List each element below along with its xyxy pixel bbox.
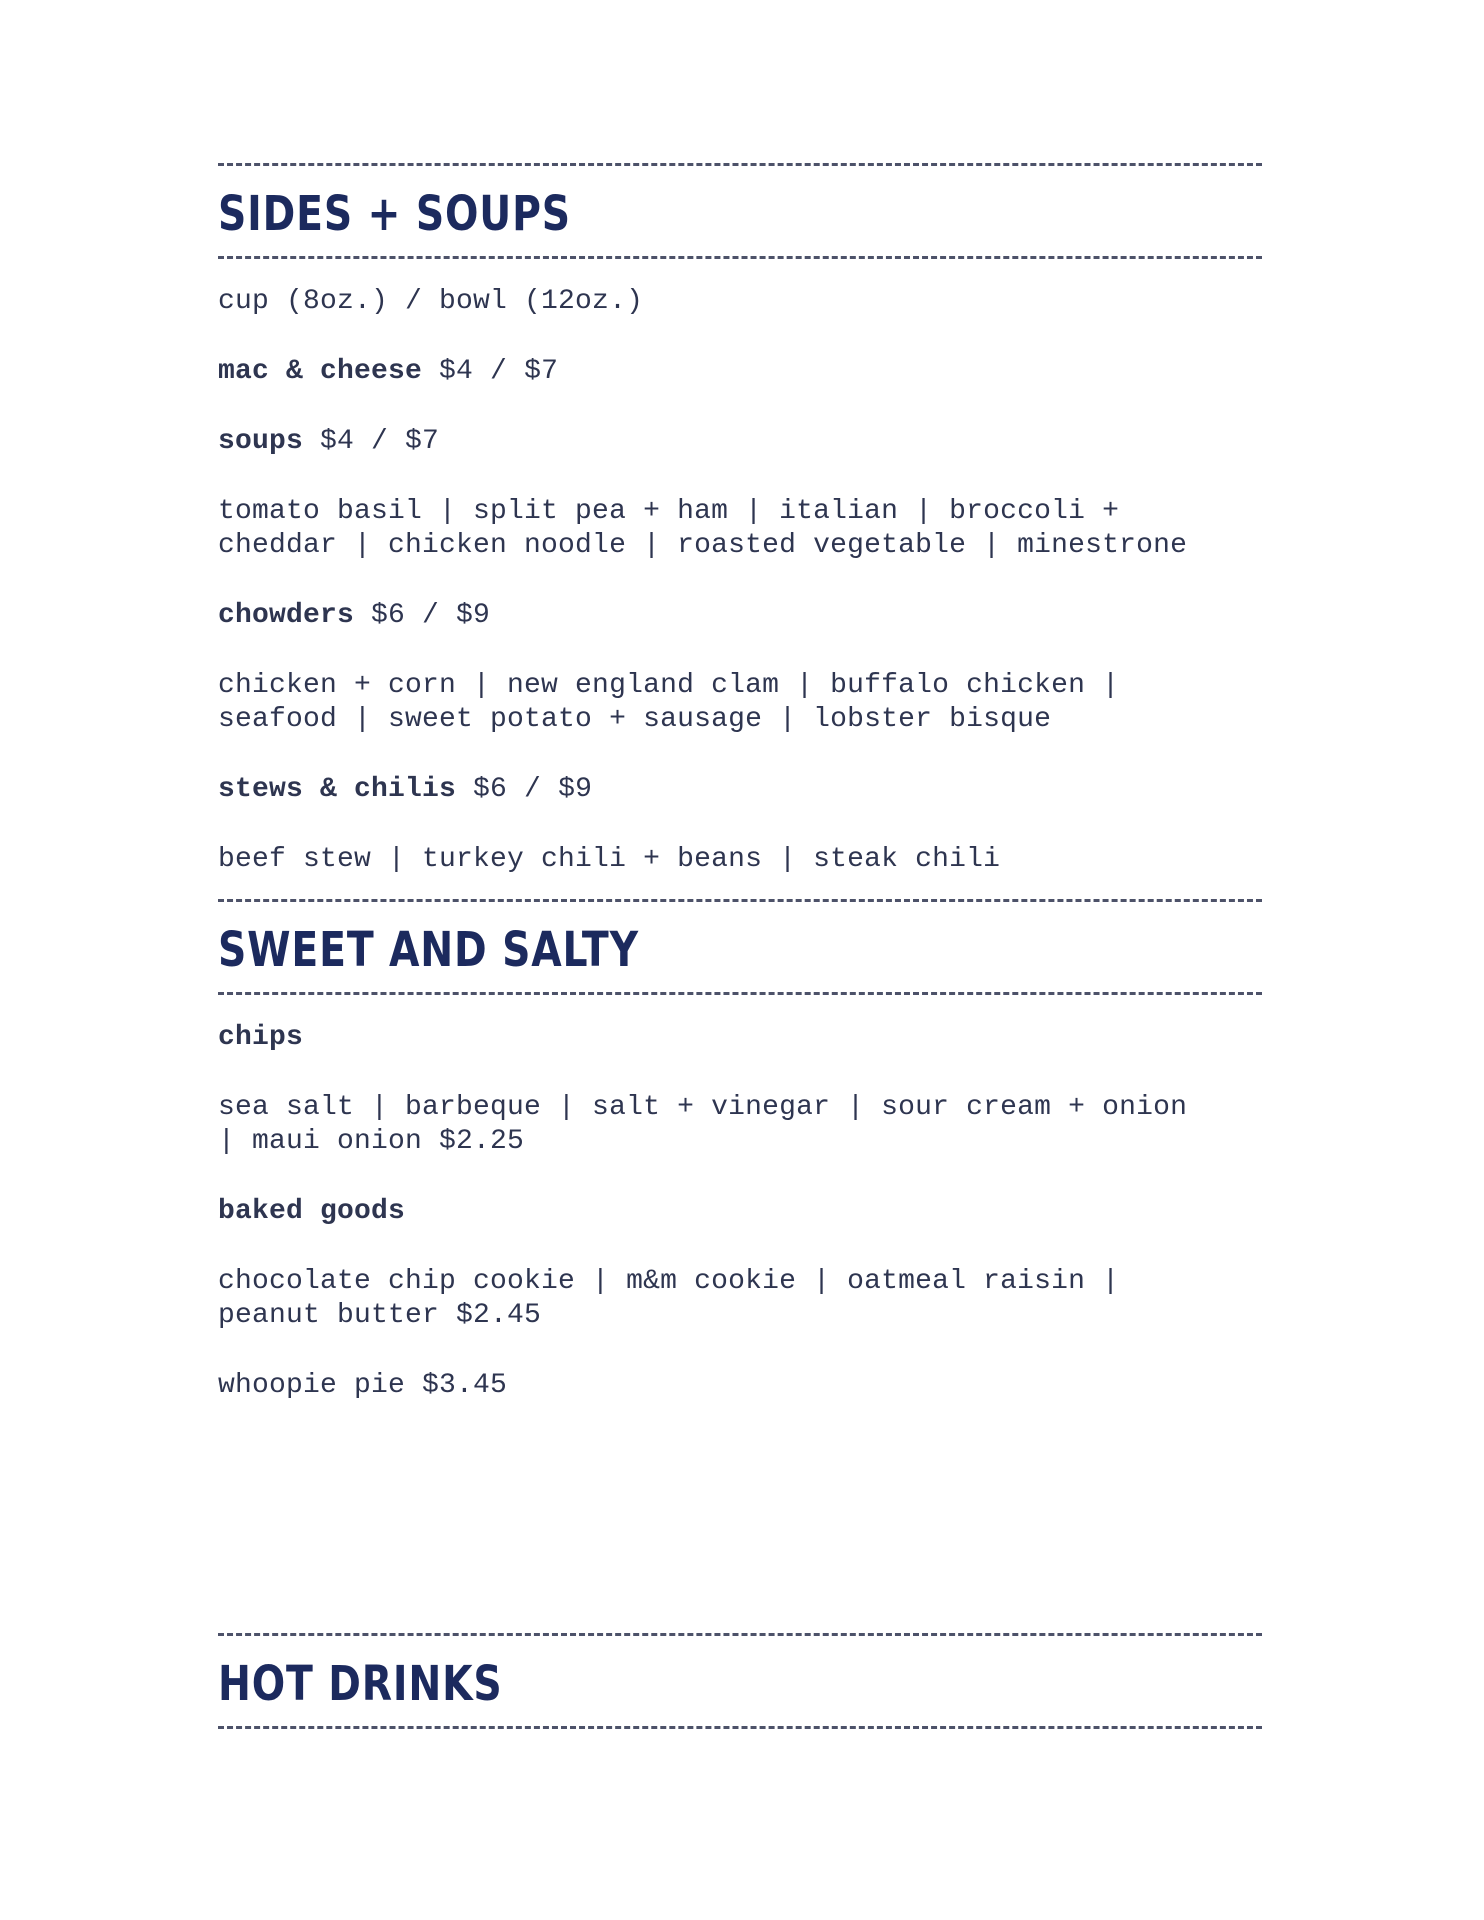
dashed-divider xyxy=(218,899,1262,902)
menu-item-chips: chips xyxy=(218,1022,304,1053)
soup-options xyxy=(218,495,1262,563)
dashed-divider xyxy=(218,163,1262,166)
chowder-options xyxy=(218,669,1262,737)
description-line: chocolate chip cookie | m&m cookie | oatmeal raisin | xyxy=(218,1266,1120,1297)
description-line: seafood | sweet potato + sausage | lobster bisque xyxy=(218,704,1052,735)
section-title-hot-drinks: HOT DRINKS xyxy=(218,1656,503,1712)
description-line: tomato basil | split pea + ham | italian | broccoli + xyxy=(218,496,1120,527)
description-line: | maui onion $2.25 xyxy=(218,1126,525,1157)
section-title-sweet-salty: SWEET AND SALTY xyxy=(218,922,639,978)
dashed-divider xyxy=(218,1633,1262,1636)
menu-item-soups xyxy=(218,425,1262,459)
item-price: $6 / $9 xyxy=(354,600,491,631)
menu-page xyxy=(218,163,1262,1729)
menu-item-whoopie-pie: whoopie pie $3.45 xyxy=(218,1370,508,1401)
item-name: chowders xyxy=(218,600,355,631)
stew-chili-options: beef stew | turkey chili + beans | steak chili xyxy=(218,844,1001,875)
item-name: soups xyxy=(218,426,304,457)
section-title-sides-soups: SIDES + SOUPS xyxy=(218,186,571,242)
section-body-sides-soups xyxy=(218,259,1262,899)
size-note: cup (8oz.) / bowl (12oz.) xyxy=(218,286,644,317)
item-name: mac & cheese xyxy=(218,356,423,387)
dashed-divider xyxy=(218,1726,1262,1729)
dashed-divider xyxy=(218,992,1262,995)
menu-item-stews-chilis xyxy=(218,773,1262,807)
item-price: $4 / $7 xyxy=(303,426,440,457)
section-body-sweet-salty xyxy=(218,995,1262,1403)
baked-goods-options xyxy=(218,1265,1262,1333)
description-line: peanut butter $2.45 xyxy=(218,1300,542,1331)
dashed-divider xyxy=(218,256,1262,259)
chip-options xyxy=(218,1091,1262,1159)
description-line: sea salt | barbeque | salt + vinegar | sour cream + onion xyxy=(218,1092,1188,1123)
menu-item-baked-goods: baked goods xyxy=(218,1196,406,1227)
menu-item-mac-cheese xyxy=(218,355,1262,389)
description-line: cheddar | chicken noodle | roasted vegetable | minestrone xyxy=(218,530,1188,561)
item-name: stews & chilis xyxy=(218,774,457,805)
description-line: chicken + corn | new england clam | buffalo chicken | xyxy=(218,670,1120,701)
item-price: $6 / $9 xyxy=(456,774,593,805)
item-price: $4 / $7 xyxy=(422,356,559,387)
menu-item-chowders xyxy=(218,599,1262,633)
